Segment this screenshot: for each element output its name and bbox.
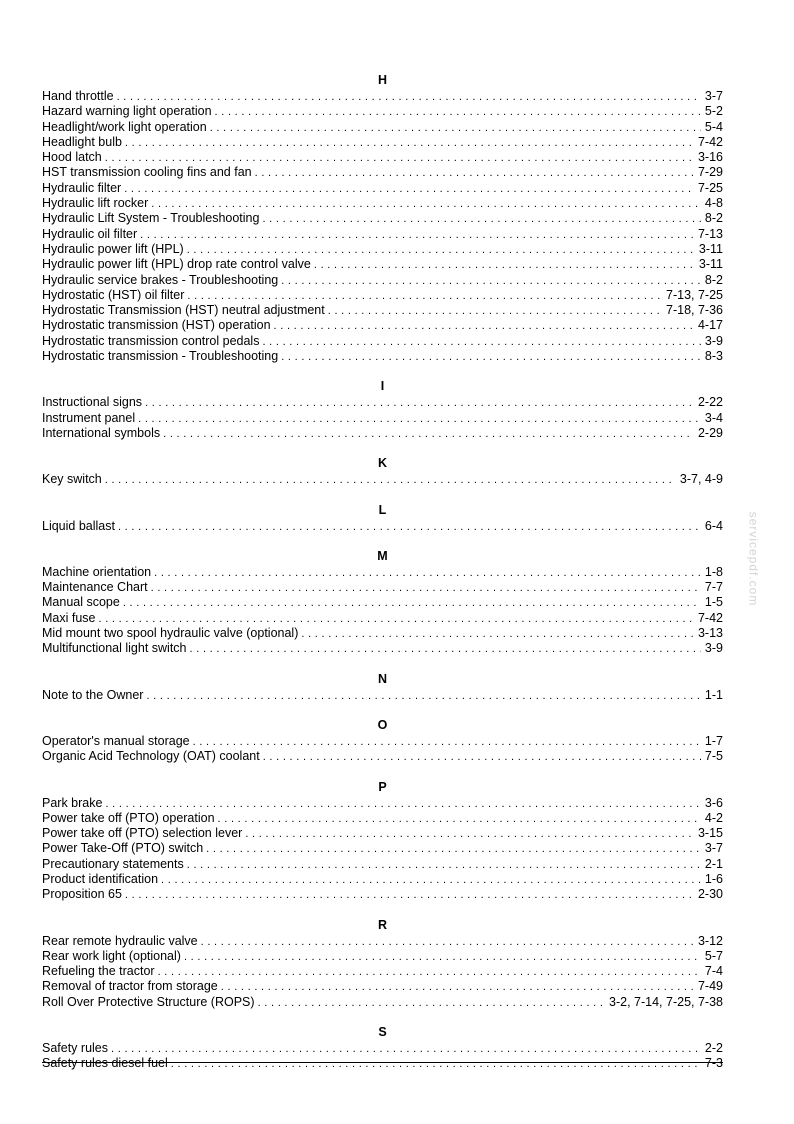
entry-pages: 6-4 — [704, 518, 723, 533]
entry-pages: 4-17 — [697, 318, 723, 333]
dot-leader — [206, 842, 701, 857]
entry-label: Liquid ballast — [42, 518, 115, 533]
entry-pages: 7-29 — [697, 165, 723, 180]
index-entry — [42, 227, 723, 242]
entry-label: Rear work light (optional) — [42, 948, 181, 963]
dot-leader — [187, 858, 701, 873]
entry-pages: 3-12 — [697, 933, 723, 948]
index-section-i — [42, 377, 723, 441]
dot-leader — [118, 520, 701, 535]
index-section-r — [42, 916, 723, 1010]
dot-leader — [171, 1057, 701, 1072]
index-entry — [42, 949, 723, 964]
index-entry — [42, 135, 723, 150]
dot-leader — [187, 243, 695, 258]
dot-leader — [201, 935, 694, 950]
index-entry — [42, 1041, 723, 1056]
index-entry — [42, 595, 723, 610]
index-entry — [42, 964, 723, 979]
entry-label: Product identification — [42, 871, 159, 886]
index-section-n — [42, 670, 723, 703]
entry-pages: 7-49 — [697, 979, 723, 994]
section-gap — [42, 903, 723, 916]
index-entry — [42, 857, 723, 872]
section-letter: S — [378, 1025, 387, 1040]
index-entry — [42, 934, 723, 949]
index-entry — [42, 411, 723, 426]
index-section-p — [42, 778, 723, 903]
dot-leader — [245, 827, 694, 842]
entry-pages: 2-22 — [697, 395, 723, 410]
index-entry — [42, 426, 723, 441]
dot-leader — [258, 996, 605, 1011]
entry-pages: 3-7 — [704, 89, 723, 103]
entry-label: Hydraulic filter — [42, 180, 122, 195]
section-gap — [42, 703, 723, 716]
section-letter: R — [377, 917, 388, 932]
watermark: servicepdf.com — [746, 511, 761, 607]
entry-pages: 7-13 — [697, 226, 723, 241]
entry-label: HST transmission cooling fins and fan — [42, 165, 252, 180]
entry-pages: 5-7 — [704, 948, 723, 963]
dot-leader — [215, 105, 701, 120]
entry-pages: 8-2 — [704, 272, 723, 287]
entry-label: Mid mount two spool hydraulic valve (optional) — [42, 626, 299, 641]
entry-label: Note to the Owner — [42, 687, 144, 702]
index-entry — [42, 181, 723, 196]
dot-leader — [146, 689, 700, 704]
entry-label: Removal of tractor from storage — [42, 979, 218, 994]
entry-label: Key switch — [42, 472, 102, 487]
index-entry — [42, 688, 723, 703]
dot-leader — [262, 335, 700, 350]
entry-pages: 7-25 — [697, 180, 723, 195]
index-entry — [42, 626, 723, 641]
entry-label: Proposition 65 — [42, 887, 122, 902]
section-gap — [42, 765, 723, 778]
entry-label: Roll Over Protective Structure (ROPS) — [42, 994, 255, 1009]
dot-leader — [105, 797, 700, 812]
index-entry — [42, 565, 723, 580]
entry-pages: 1-6 — [704, 871, 723, 886]
section-gap — [42, 534, 723, 547]
index-section-o — [42, 716, 723, 765]
entry-pages: 5-4 — [704, 119, 723, 134]
entry-label: Hood latch — [42, 150, 102, 165]
entry-pages: 3-16 — [697, 150, 723, 165]
entry-pages: 2-29 — [697, 425, 723, 440]
index-entry — [42, 89, 723, 104]
entry-pages: 2-1 — [704, 856, 723, 871]
dot-leader — [125, 888, 694, 903]
entry-pages: 1-5 — [704, 595, 723, 610]
dot-leader — [124, 182, 694, 197]
entry-label: Hydraulic power lift (HPL) drop rate control valve — [42, 257, 311, 272]
entry-pages: 2-30 — [697, 887, 723, 902]
entry-label: Hydrostatic (HST) oil filter — [42, 287, 185, 302]
entry-pages: 4-8 — [704, 196, 723, 211]
dot-leader — [281, 350, 701, 365]
entry-label: Instrument panel — [42, 410, 136, 425]
entry-pages: 7-13, 7-25 — [666, 287, 723, 302]
entry-pages: 1-7 — [704, 733, 723, 748]
index-entry — [42, 887, 723, 902]
section-letter: K — [377, 456, 388, 471]
index-entry — [42, 211, 723, 226]
entry-pages: 1-1 — [704, 687, 723, 702]
section-gap — [42, 441, 723, 454]
entry-pages: 7-7 — [704, 580, 723, 595]
dot-leader — [184, 950, 701, 965]
index-entry — [42, 472, 723, 487]
index-entry — [42, 196, 723, 211]
index-entry — [42, 257, 723, 272]
entry-pages: 7-5 — [704, 749, 723, 764]
entry-pages: 5-2 — [704, 104, 723, 119]
entry-pages: 7-42 — [697, 610, 723, 625]
entry-pages: 7-4 — [704, 964, 723, 979]
entry-label: Hydrostatic transmission control pedals — [42, 333, 260, 348]
index-entry — [42, 641, 723, 656]
index-entry — [42, 611, 723, 626]
index-entry — [42, 165, 723, 180]
entry-pages: 3-13 — [697, 626, 723, 641]
entry-pages: 7-3 — [704, 1056, 723, 1071]
dot-leader — [161, 873, 701, 888]
section-letter: I — [380, 379, 385, 394]
entry-pages: 3-4 — [704, 410, 723, 425]
dot-leader — [125, 136, 694, 151]
index-section-l — [42, 501, 723, 534]
index-entry — [42, 150, 723, 165]
section-letter: O — [377, 717, 388, 732]
entry-pages: 3-11 — [698, 257, 723, 272]
entry-label: Hydrostatic transmission - Troubleshooting — [42, 349, 279, 364]
index-entry — [42, 273, 723, 288]
dot-leader — [163, 427, 694, 442]
entry-pages: 3-7, 4-9 — [679, 472, 723, 487]
dot-leader — [255, 166, 694, 181]
index-list — [42, 71, 723, 1072]
entry-label: Power take off (PTO) selection lever — [42, 826, 243, 841]
index-entry — [42, 288, 723, 303]
dot-leader — [281, 274, 701, 289]
entry-label: Maintenance Chart — [42, 580, 148, 595]
index-entry — [42, 872, 723, 887]
section-gap — [42, 364, 723, 377]
entry-label: Hydrostatic transmission (HST) operation — [42, 318, 271, 333]
entry-label: Organic Acid Technology (OAT) coolant — [42, 749, 260, 764]
index-entry — [42, 303, 723, 318]
dot-leader — [105, 473, 676, 488]
entry-label: Refueling the tractor — [42, 964, 155, 979]
index-entry — [42, 979, 723, 994]
dot-leader — [117, 90, 701, 105]
index-entry — [42, 811, 723, 826]
index-entry — [42, 749, 723, 764]
index-entry — [42, 242, 723, 257]
entry-label: Manual scope — [42, 595, 120, 610]
dot-leader — [154, 566, 701, 581]
entry-label: Operator's manual storage — [42, 733, 190, 748]
entry-pages: 7-18, 7-36 — [666, 303, 723, 318]
dot-leader — [151, 581, 701, 596]
entry-label: Hydrostatic Transmission (HST) neutral adjustment — [42, 303, 325, 318]
entry-label: Safety rules — [42, 1041, 109, 1056]
section-letter: H — [377, 73, 388, 87]
dot-leader — [151, 197, 701, 212]
section-gap — [42, 1010, 723, 1023]
entry-label: Park brake — [42, 795, 103, 810]
index-entry — [42, 395, 723, 410]
entry-label: Hydraulic oil filter — [42, 226, 138, 241]
entry-label: Instructional signs — [42, 395, 143, 410]
entry-pages: 3-7 — [704, 841, 723, 856]
entry-label: Hydraulic power lift (HPL) — [42, 241, 184, 256]
dot-leader — [190, 642, 701, 657]
entry-label: Hydraulic lift rocker — [42, 196, 149, 211]
entry-pages: 8-2 — [704, 211, 723, 226]
entry-pages: 3-2, 7-14, 7-25, 7-38 — [609, 994, 723, 1009]
dot-leader — [138, 412, 701, 427]
entry-pages: 7-42 — [697, 134, 723, 149]
dot-leader — [105, 151, 694, 166]
entry-label: Precautionary statements — [42, 856, 184, 871]
section-gap — [42, 488, 723, 501]
index-entry — [42, 120, 723, 135]
index-section-m — [42, 547, 723, 657]
entry-pages: 1-8 — [704, 564, 723, 579]
index-entry — [42, 1056, 723, 1071]
index-entry — [42, 796, 723, 811]
entry-pages: 3-6 — [704, 795, 723, 810]
dot-leader — [274, 319, 694, 334]
section-letter: M — [377, 548, 388, 563]
entry-label: Safety rules diesel fuel — [42, 1056, 168, 1071]
entry-label: Power Take-Off (PTO) switch — [42, 841, 204, 856]
section-gap — [42, 657, 723, 670]
entry-label: Rear remote hydraulic valve — [42, 933, 198, 948]
entry-label: Multifunctional light switch — [42, 641, 187, 656]
entry-pages: 8-3 — [704, 349, 723, 364]
dot-leader — [158, 965, 701, 980]
section-letter: L — [378, 502, 387, 517]
entry-pages: 3-9 — [704, 333, 723, 348]
section-letter: P — [378, 779, 387, 794]
index-entry — [42, 734, 723, 749]
entry-label: International symbols — [42, 425, 161, 440]
dot-leader — [328, 304, 662, 319]
dot-leader — [140, 228, 694, 243]
dot-leader — [187, 289, 662, 304]
dot-leader — [123, 596, 701, 611]
index-entry — [42, 104, 723, 119]
dot-leader — [111, 1042, 701, 1057]
dot-leader — [210, 121, 701, 136]
index-entry — [42, 349, 723, 364]
entry-label: Hydraulic Lift System - Troubleshooting — [42, 211, 260, 226]
index-section-s — [42, 1023, 723, 1072]
dot-leader — [193, 735, 701, 750]
dot-leader — [262, 212, 700, 227]
dot-leader — [221, 980, 694, 995]
dot-leader — [314, 258, 695, 273]
entry-label: Hydraulic service brakes - Troubleshooting — [42, 272, 279, 287]
entry-label: Hand throttle — [42, 89, 114, 103]
section-letter: N — [377, 671, 388, 686]
entry-label: Machine orientation — [42, 564, 152, 579]
entry-pages: 3-15 — [697, 826, 723, 841]
entry-label: Hazard warning light operation — [42, 104, 212, 119]
index-entry — [42, 826, 723, 841]
entry-pages: 3-11 — [698, 241, 723, 256]
index-section-h — [42, 71, 723, 364]
entry-pages: 3-9 — [704, 641, 723, 656]
index-entry — [42, 519, 723, 534]
index-entry — [42, 334, 723, 349]
index-section-k — [42, 454, 723, 487]
index-entry — [42, 995, 723, 1010]
dot-leader — [145, 396, 694, 411]
dot-leader — [218, 812, 701, 827]
entry-label: Headlight/work light operation — [42, 119, 207, 134]
bottom-rule — [42, 1062, 723, 1063]
entry-pages: 2-2 — [704, 1041, 723, 1056]
entry-label: Headlight bulb — [42, 134, 122, 149]
entry-label: Maxi fuse — [42, 610, 96, 625]
dot-leader — [263, 750, 701, 765]
index-entry — [42, 841, 723, 856]
entry-label: Power take off (PTO) operation — [42, 810, 215, 825]
index-entry — [42, 580, 723, 595]
index-entry — [42, 318, 723, 333]
entry-pages: 4-2 — [704, 810, 723, 825]
dot-leader — [99, 612, 694, 627]
dot-leader — [301, 627, 694, 642]
